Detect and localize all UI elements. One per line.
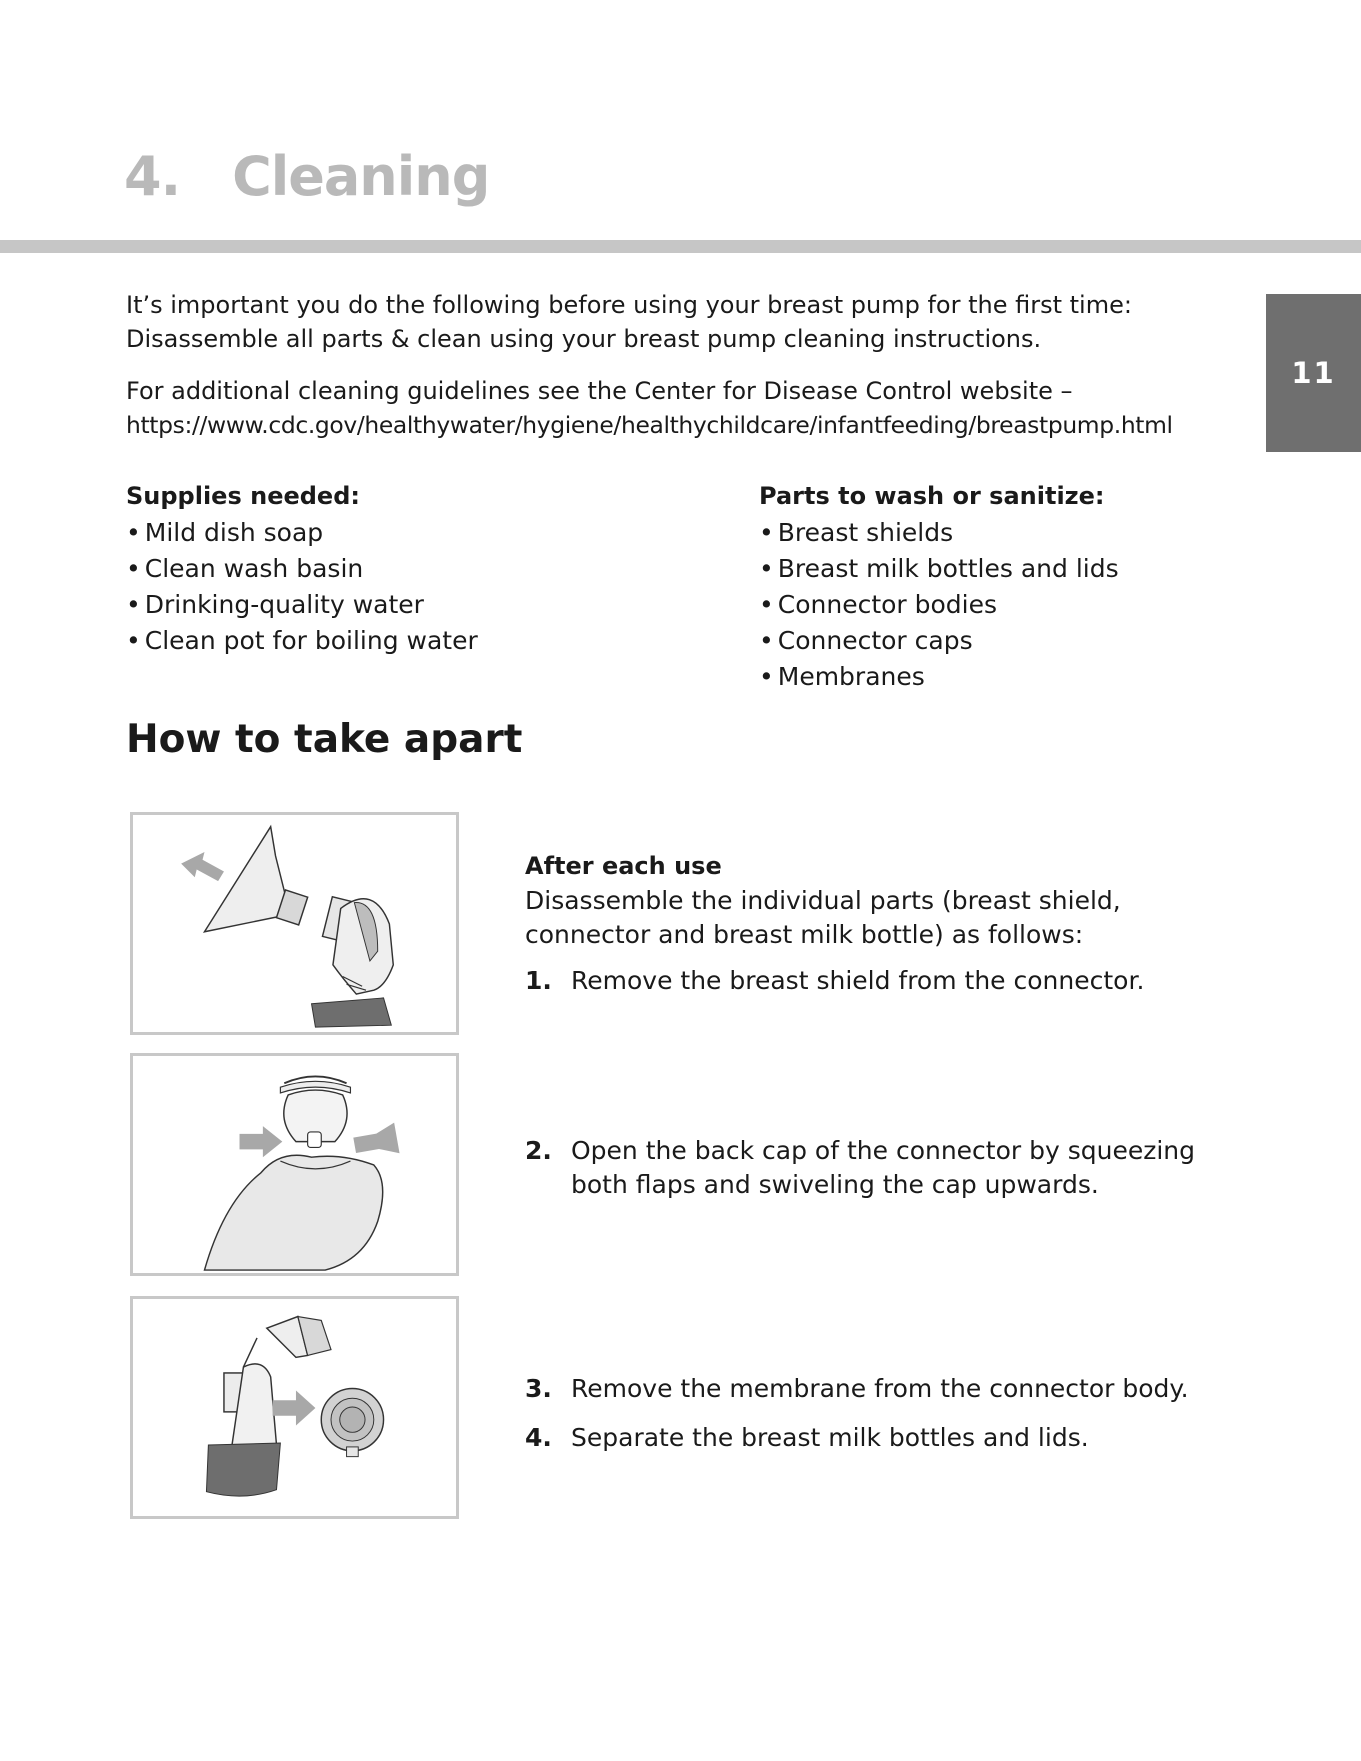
illustration-open-cap [130,1053,459,1276]
after-use-block [525,848,1245,952]
cdc-url: https://www.cdc.gov/healthywater/hygiene/healthychildcare/infantfeeding/breastpump.html [126,411,1173,439]
section-number: 4. [124,145,181,208]
intro-text [126,288,1246,460]
step-text: Remove the membrane from the connector body. [571,1374,1189,1403]
supplies-heading: Supplies needed: [126,482,360,510]
step-3 [525,1372,1245,1406]
list-item: • Breast milk bottles and lids [759,551,1119,587]
step-1 [525,964,1245,998]
step-4 [525,1421,1245,1455]
step-number: 4. [525,1423,552,1452]
parts-list [759,479,1119,695]
how-to-heading: How to take apart [126,717,523,762]
page-number-tab: 11 [1266,294,1361,452]
parts-heading: Parts to wash or sanitize: [759,482,1105,510]
supplies-list [126,479,478,659]
title-divider [0,240,1361,253]
list-item: • Clean wash basin [126,551,478,587]
squeeze-cap-icon [133,1056,456,1273]
step-2 [525,1134,1245,1202]
intro-paragraph-1 [126,288,1246,356]
list-item: • Mild dish soap [126,515,478,551]
list-item: • Connector bodies [759,587,1119,623]
illustration-remove-shield [130,812,459,1035]
intro-paragraph-2 [126,374,1246,442]
step-number: 1. [525,966,552,995]
step-number: 2. [525,1136,552,1165]
list-item: • Membranes [759,659,1119,695]
membrane-removal-icon [133,1299,456,1516]
list-item: • Clean pot for boiling water [126,623,478,659]
step-text: Open the back cap of the connector by squeezing both flaps and swiveling the cap upwards. [571,1136,1196,1199]
section-title-text: Cleaning [232,145,490,208]
step-text: Separate the breast milk bottles and lids. [571,1423,1089,1452]
section-title [124,145,490,208]
list-item: • Drinking-quality water [126,587,478,623]
step-number: 3. [525,1374,552,1403]
shield-removal-icon [133,815,456,1032]
list-item: • Connector caps [759,623,1119,659]
intro-line-2: Disassemble all parts & clean using your breast pump cleaning instructions. [126,325,1042,353]
intro-line-3: For additional cleaning guidelines see the Center for Disease Control website – [126,377,1073,405]
intro-line-1: It’s important you do the following before using your breast pump for the first time: [126,291,1132,319]
illustration-remove-membrane [130,1296,459,1519]
after-use-heading: After each use [525,852,722,880]
after-use-description: Disassemble the individual parts (breast shield, connector and breast milk bottle) as follows: [525,886,1121,949]
step-text: Remove the breast shield from the connector. [571,966,1145,995]
list-item: • Breast shields [759,515,1119,551]
